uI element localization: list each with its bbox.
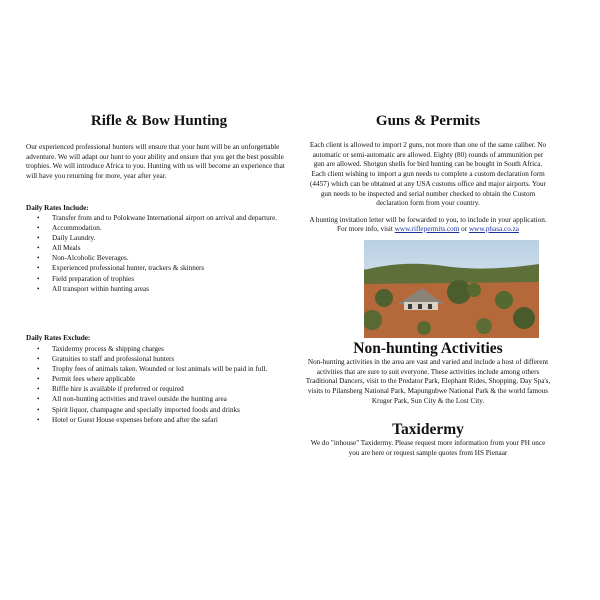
list-item: • All non-hunting activities and travel outside the hunting area <box>52 394 292 404</box>
list-item: • Trophy fees of animals taken. Wounded or lost animals will be paid in full. <box>52 364 292 374</box>
list-item: • Hotel or Guest House expenses before and after the safari <box>52 415 292 425</box>
list-item: • Taxidermy process & shipping charges <box>52 344 292 354</box>
daily-rates-exclude-label: Daily Rates Exclude: <box>26 334 91 342</box>
phasa-link[interactable]: www.phasa.co.za <box>468 225 519 233</box>
list-item: • Daily Laundry. <box>52 233 292 243</box>
non-hunting-activities-text: Non-hunting activities in the area are vast and varied and include a host of different activities that are sure to suit everyone. These activities include among others Traditional Dancers, visit to the Predator Park, Elephant Rides, Shopping, Day Spa's, visits to Pilansberg National Park, Mapungubwe National Park & the world famous Kruger Park, Sun City & the Lost City. <box>305 358 551 405</box>
list-item: • Non-Alcoholic Beverages. <box>52 253 292 263</box>
more-info-prefix: For more info, visit <box>337 225 395 233</box>
daily-rates-exclude-list <box>26 344 292 425</box>
lodge-landscape-photo <box>364 240 539 338</box>
list-item: • Gratuities to staff and professional hunters <box>52 354 292 364</box>
list-item: • All transport within hunting areas <box>52 284 292 294</box>
guns-permits-text: Each client is allowed to import 2 guns, not more than one of the same caliber. No automatic or semi-automatic are allowed. Eighty (80) rounds of ammunition per gun are allowed. Shotgun shells for bird hunting can be bought in South Africa. Each client wishing to import a gun needs to complete a custom declaration form (4457) which can be obtained at any USA customs office and major airports. Your gun needs to be inspected and serial number checked to obtain the Custom declaration form from your country. <box>309 141 547 208</box>
list-item: • Accommodation. <box>52 223 292 233</box>
list-item: • Spirit liquor, champagne and specially imported foods and drinks <box>52 405 292 415</box>
rifle-bow-hunting-heading: Rifle & Bow Hunting <box>90 113 228 129</box>
list-item: • Riffle hire is available if preferred or required <box>52 384 292 394</box>
daily-rates-include-label: Daily Rates Include: <box>26 204 89 212</box>
list-item: • Transfer from and to Polokwane International airport on arrival and departure. <box>52 213 292 223</box>
lodge-photo-art <box>364 240 539 338</box>
list-item: • Field preparation of trophies <box>52 274 292 284</box>
taxidermy-heading: Taxidermy <box>392 421 464 438</box>
taxidermy-text: We do "inhouse" Taxidermy. Please request more information from your PH once you are here or request sample quotes from HS Pienaar <box>310 439 546 457</box>
hunting-intro-text: Our experienced professional hunters will ensure that your hunt will be an unforgettable adventure. We will adapt our hunt to your ability and ensure that you get the best possible trophies. We will introduce Africa to you. Hunting with us will become an experience that will have you returning for more, year after year. <box>26 143 285 181</box>
list-item: • Experienced professional hunter, trackers & skinners <box>52 263 292 273</box>
guns-permits-heading: Guns & Permits <box>375 113 481 129</box>
list-item: • All Meals <box>52 243 292 253</box>
riflepermits-link[interactable]: www.riflepermits.com <box>394 225 460 233</box>
non-hunting-activities-heading: Non-hunting Activities <box>353 340 503 357</box>
list-item: • Permit fees where applicable <box>52 374 292 384</box>
daily-rates-include-list <box>26 213 292 294</box>
link-joiner: or <box>459 225 469 233</box>
invitation-letter-text: A hunting invitation letter will be forwarded to you, to include in your application. <box>309 216 547 224</box>
more-info-line <box>308 225 548 235</box>
